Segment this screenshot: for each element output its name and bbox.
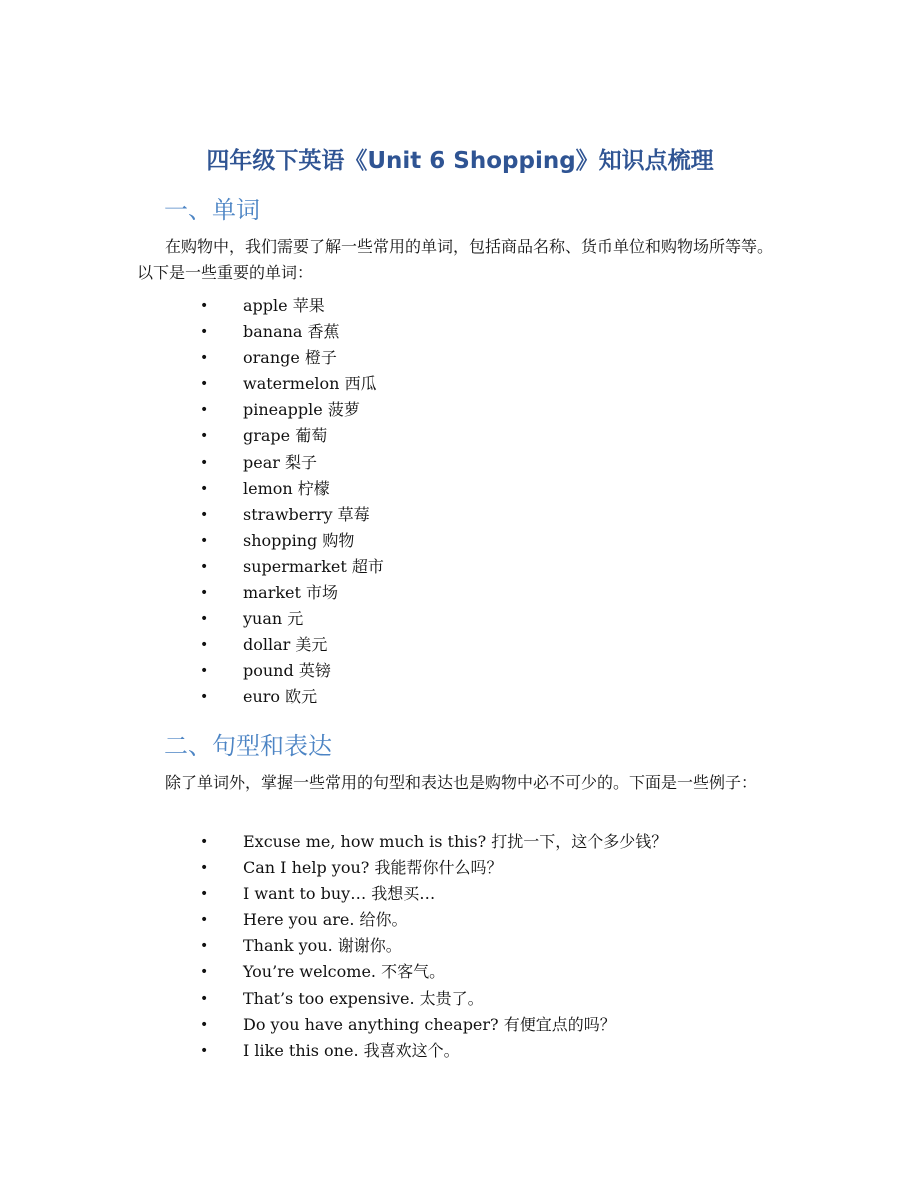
bullet-icon: • (200, 834, 209, 850)
list-item: • I want to buy… 我想买… (200, 881, 667, 907)
bullet-icon: • (200, 912, 209, 929)
bullet-icon: • (200, 532, 209, 549)
list-item: • strawberry 草莓 (200, 502, 384, 528)
list-item: • pound 英镑 (200, 658, 384, 684)
list-item: • pineapple 菠萝 (200, 397, 384, 423)
bullet-icon: • (200, 1016, 209, 1033)
list-item: • watermelon 西瓜 (200, 371, 384, 397)
bullet-icon: • (200, 663, 209, 680)
list-item: • Here you are. 给你。 (200, 907, 667, 933)
list-item: • dollar 美元 (200, 632, 384, 658)
bullet-icon: • (200, 964, 209, 981)
document-title: 四年级下英语《Unit 6 Shopping》知识点梳理 (206, 148, 714, 174)
bullet-icon: • (200, 860, 209, 877)
bullet-icon: • (200, 637, 209, 654)
list-item: • yuan 元 (200, 606, 384, 632)
bullet-icon: • (200, 402, 209, 419)
list-item: • banana 香蕉 (200, 319, 384, 345)
section-intro-sentences: 除了单词外，掌握一些常用的句型和表达也是购物中必不可少的。下面是一些例子： (165, 773, 758, 792)
list-item: • orange 橙子 (200, 345, 384, 371)
list-item: • grape 葡萄 (200, 423, 384, 449)
bullet-icon: • (200, 990, 209, 1007)
bullet-icon: • (200, 558, 209, 575)
bullet-icon: • (200, 506, 209, 523)
vocabulary-list (200, 293, 384, 711)
sentence-list (200, 829, 667, 1064)
bullet-icon: • (200, 324, 209, 341)
list-item: • lemon 柠檬 (200, 476, 384, 502)
bullet-icon: • (200, 938, 209, 955)
bullet-icon: • (200, 1042, 209, 1059)
list-item: • euro 欧元 (200, 684, 384, 710)
bullet-icon: • (200, 298, 209, 314)
bullet-icon: • (200, 480, 209, 497)
list-item: • Can I help you? 我能帮你什么吗？ (200, 855, 667, 881)
list-item: • shopping 购物 (200, 528, 384, 554)
list-item: • supermarket 超市 (200, 554, 384, 580)
bullet-icon: • (200, 611, 209, 628)
section-heading-sentences: 二、句型和表达 (164, 732, 332, 760)
bullet-icon: • (200, 454, 209, 471)
list-item: • I like this one. 我喜欢这个。 (200, 1038, 667, 1064)
bullet-icon: • (200, 886, 209, 903)
list-item: • That’s too expensive. 太贵了。 (200, 986, 667, 1012)
bullet-icon: • (200, 376, 209, 393)
bullet-icon: • (200, 689, 209, 706)
bullet-icon: • (200, 585, 209, 602)
list-item: • market 市场 (200, 580, 384, 606)
list-item: • Do you have anything cheaper? 有便宜点的吗？ (200, 1012, 667, 1038)
list-item: • pear 梨子 (200, 450, 384, 476)
list-item: • Excuse me, how much is this? 打扰一下，这个多少钱？ (200, 829, 667, 855)
bullet-icon: • (200, 428, 209, 445)
bullet-icon: • (200, 350, 209, 367)
list-item: • apple 苹果 (200, 293, 384, 319)
list-item: • Thank you. 谢谢你。 (200, 933, 667, 959)
section-intro-vocabulary: 在购物中，我们需要了解一些常用的单词，包括商品名称、货币单位和购物场所等等。以下是一些重要的单词： (137, 237, 774, 282)
list-item: • You’re welcome. 不客气。 (200, 959, 667, 985)
section-heading-vocabulary: 一、单词 (164, 196, 260, 224)
